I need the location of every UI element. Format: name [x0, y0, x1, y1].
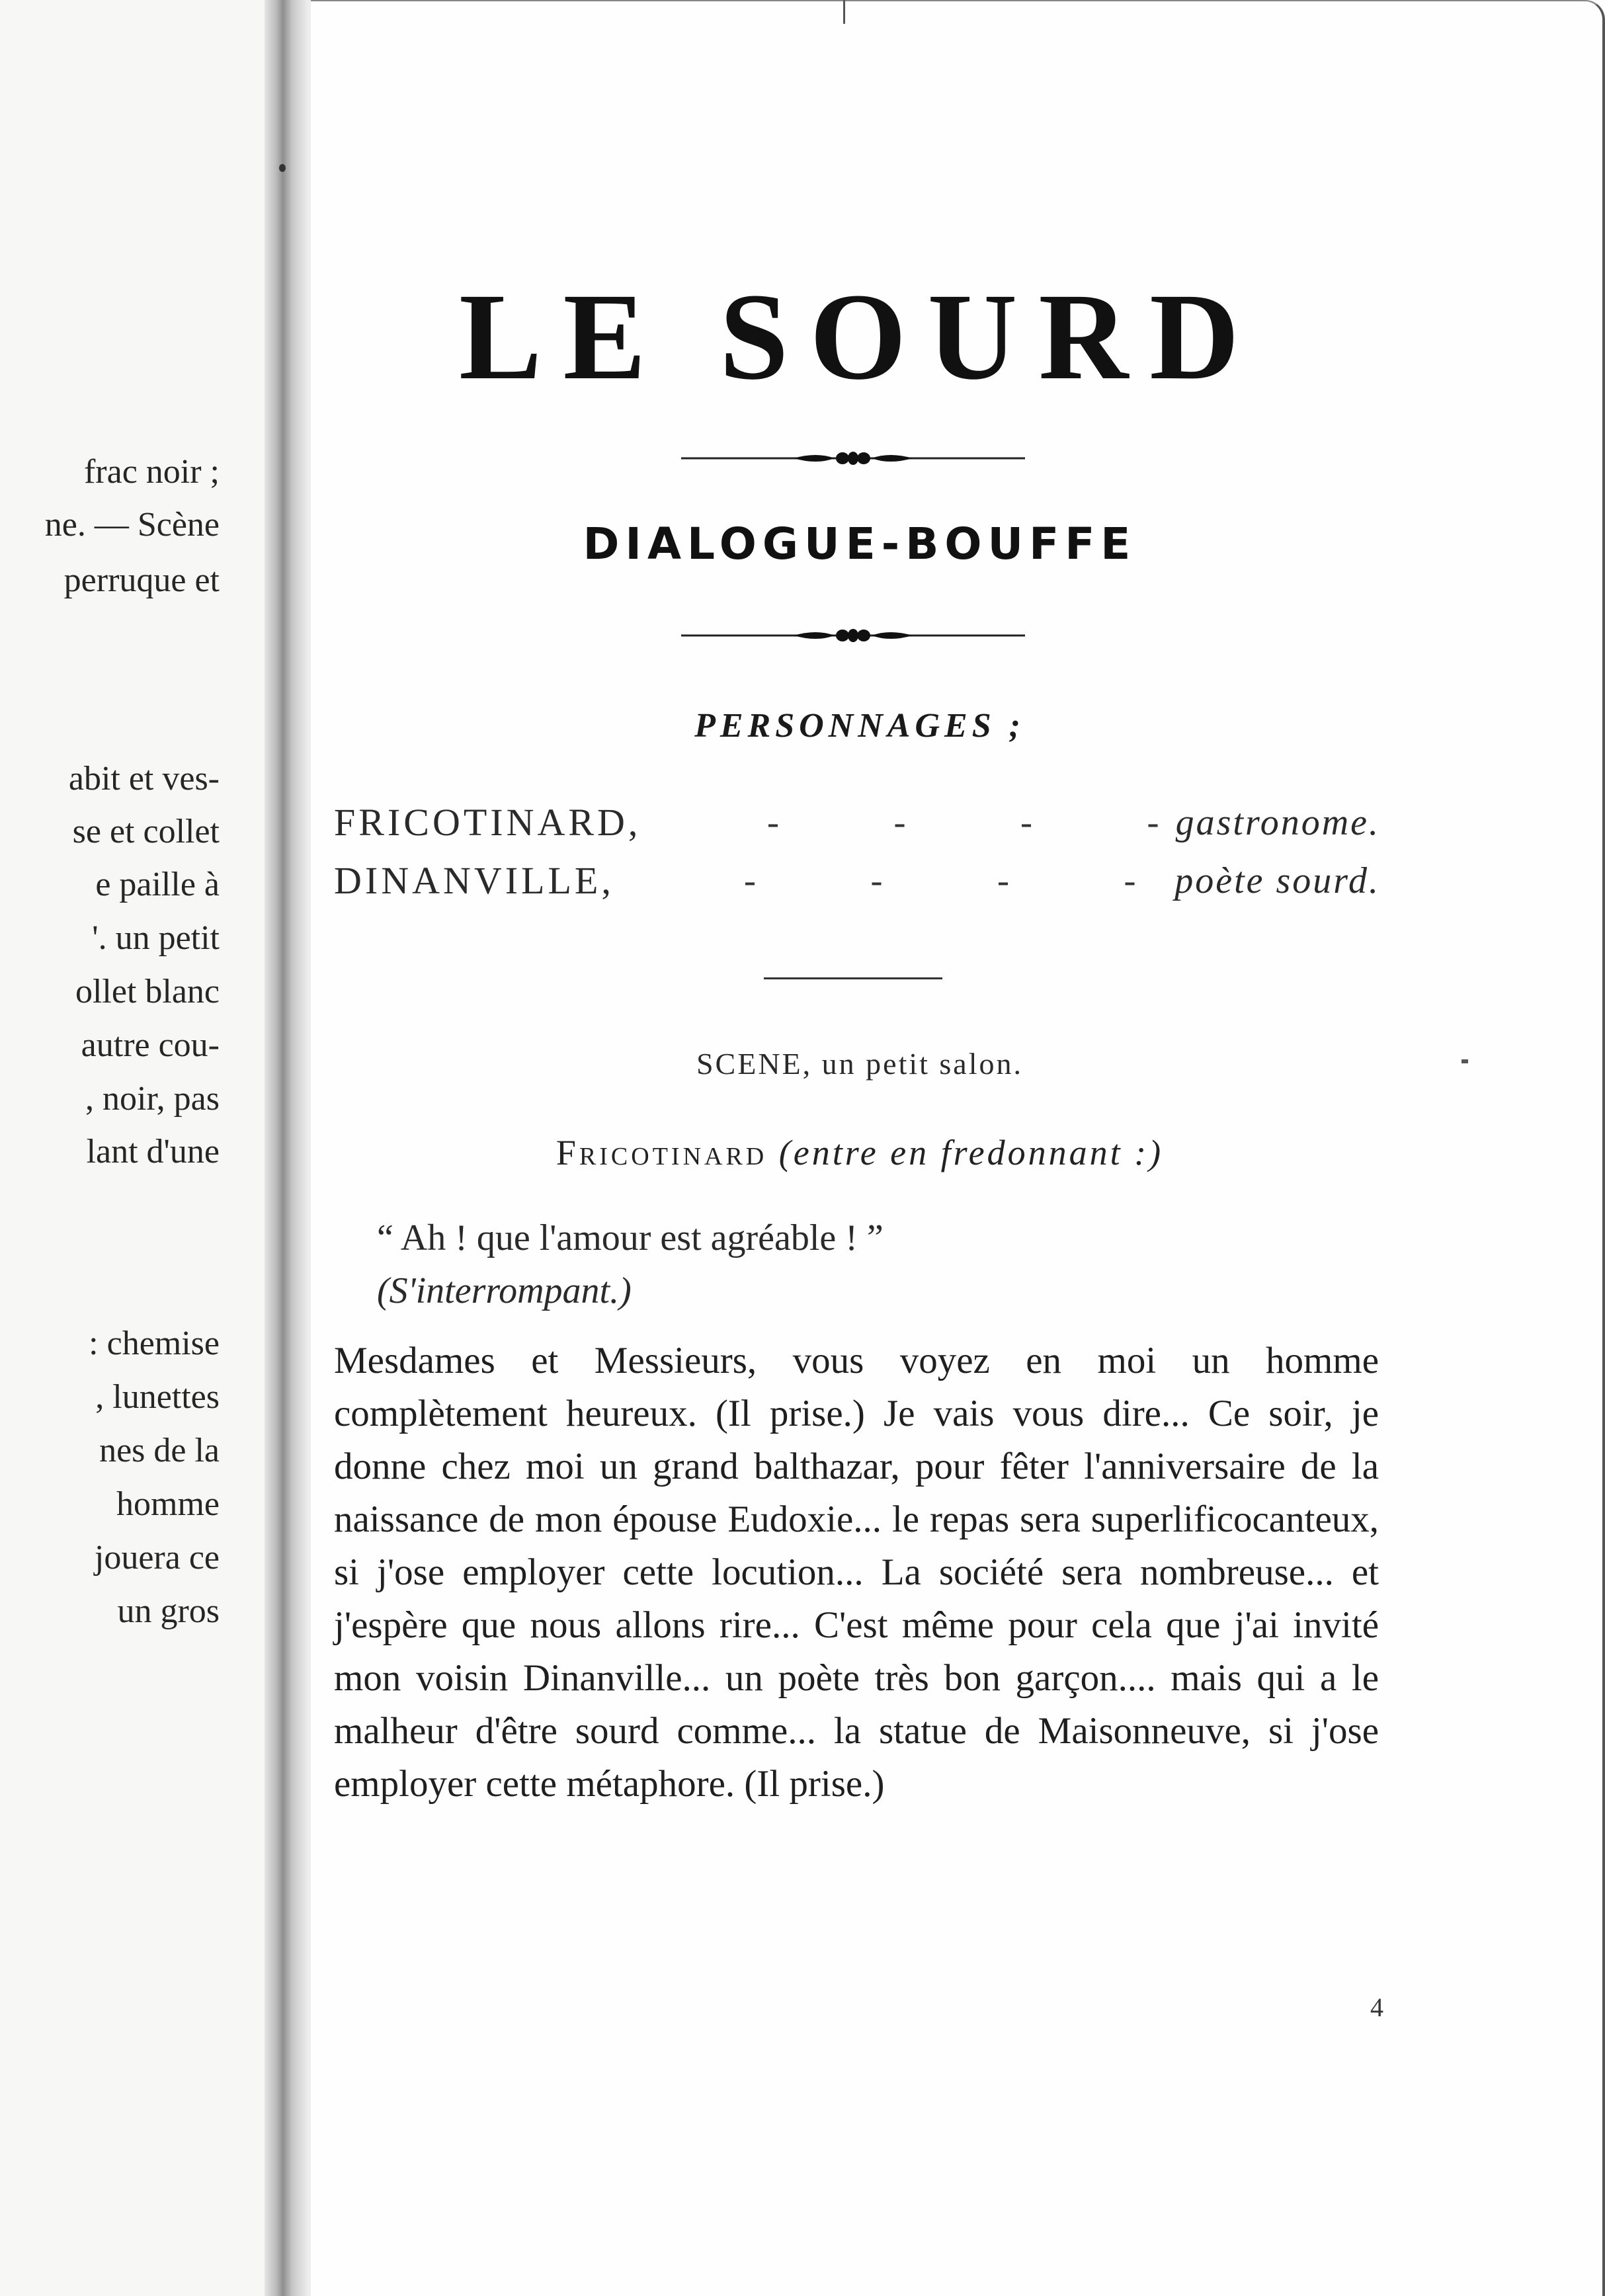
left-page-line: abit et ves-	[68, 760, 220, 798]
left-page-line: , noir, pas	[85, 1080, 220, 1118]
left-page-line: se et collet	[72, 813, 220, 850]
left-page-line: homme	[116, 1485, 220, 1523]
page-number: 4	[1370, 1992, 1383, 2022]
left-page-line: nes de la	[99, 1432, 220, 1469]
top-edge-mark	[843, 0, 845, 24]
character-role: gastronome.	[1175, 802, 1380, 843]
character-dashes: - - - -	[744, 860, 1189, 900]
character-dashes: - - - -	[767, 802, 1212, 842]
stage-direction: (entre en fredonnant :)	[778, 1133, 1164, 1172]
gutter-speck	[279, 164, 286, 172]
character-name: FRICOTINARD,	[334, 801, 641, 844]
left-page-line: '. un petit	[92, 919, 220, 957]
ornament-divider-top	[681, 448, 1025, 468]
speaker-line	[397, 1132, 1323, 1173]
left-page-line: ne. — Scène	[44, 506, 220, 544]
left-page-line: perruque et	[63, 561, 220, 599]
page-title: LE SOURD	[459, 267, 1260, 405]
sung-verse: “ Ah ! que l'amour est agréable ! ”	[377, 1217, 884, 1258]
margin-speck	[1461, 1059, 1468, 1063]
left-page-line: : chemise	[89, 1325, 220, 1362]
character-name: DINANVILLE,	[334, 859, 614, 902]
scene-setting: SCENE, un petit salon.	[696, 1047, 1024, 1081]
characters-heading: PERSONNAGES ;	[694, 707, 1025, 745]
page-subtitle: DIALOGUE-BOUFFE	[583, 518, 1137, 569]
stage-direction-interruption: (S'interrompant.)	[377, 1270, 632, 1311]
section-rule	[764, 977, 942, 979]
character-role: poète sourd.	[1174, 860, 1380, 901]
left-page-line: , lunettes	[95, 1378, 220, 1416]
left-page-line: autre cou-	[81, 1026, 220, 1064]
speaker-name: Fricotinard	[556, 1133, 768, 1172]
left-page-line: lant d'une	[86, 1133, 220, 1170]
monologue-paragraph: Mesdames et Messieurs, vous voyez en moi un homme complètement heureux. (Il prise.) Je vais vous dire... Ce soir, je donne chez moi un grand balthazar, pour fêter l'anniversaire de la naissance de mon épouse Eudoxie... le repas sera superlificocanteux, si j'ose employer cette locution... La société sera nombreuse... et j'espère que nous allons rire... C'est même pour cela que j'ai invité mon voisin Dinanville... un poète très bon garçon.... mais qui a le malheur d'être sourd comme... la statue de Maisonneuve, si j'ose employer cette métaphore. (Il prise.)	[334, 1340, 1379, 1805]
left-page-line: e paille à	[95, 866, 220, 903]
left-page-line: un gros	[117, 1592, 220, 1630]
left-page-line: frac noir ;	[83, 453, 220, 491]
ornament-divider-bottom	[681, 626, 1025, 645]
left-facing-page	[0, 0, 272, 2296]
left-page-line: jouera ce	[94, 1539, 220, 1577]
left-page-line: ollet blanc	[75, 973, 220, 1010]
